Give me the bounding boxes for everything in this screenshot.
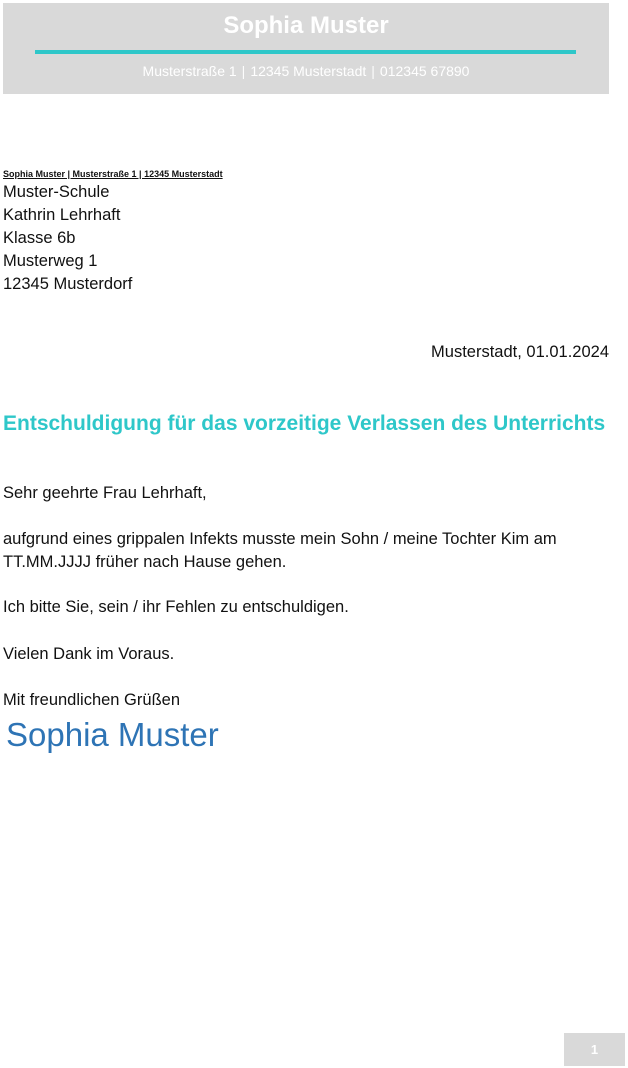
recipient-line: Klasse 6b — [3, 229, 76, 247]
letterhead-name: Sophia Muster — [223, 12, 389, 39]
letter-date: Musterstadt, 01.01.2024 — [431, 343, 609, 361]
recipient-line: Kathrin Lehrhaft — [3, 206, 121, 224]
recipient-line: Muster-Schule — [3, 183, 110, 201]
recipient-address — [3, 181, 132, 296]
letterhead-street: Musterstraße 1 — [142, 63, 237, 79]
sender-return-address: Sophia Muster | Musterstraße 1 | 12345 Musterstadt — [3, 169, 223, 179]
letterhead-separator: | — [371, 63, 375, 79]
salutation: Sehr geehrte Frau Lehrhaft, — [3, 484, 207, 502]
letterhead-divider — [35, 50, 576, 54]
page-number: 1 — [564, 1033, 625, 1066]
recipient-line: 12345 Musterdorf — [3, 275, 133, 293]
letterhead-separator: | — [241, 63, 246, 79]
closing: Mit freundlichen Grüßen — [3, 691, 180, 709]
letterhead-phone: 012345 67890 — [379, 63, 470, 79]
letterhead-contact — [3, 63, 609, 79]
body-paragraph: Ich bitte Sie, sein / ihr Fehlen zu entschuldigen. — [3, 598, 349, 616]
recipient-line: Musterweg 1 — [3, 252, 98, 270]
letter-subject: Entschuldigung für das vorzeitige Verlassen des Unterrichts — [3, 412, 606, 435]
body-paragraph: Vielen Dank im Voraus. — [3, 645, 175, 663]
body-paragraph: aufgrund eines grippalen Infekts musste mein Sohn / meine Tochter Kim am TT.MM.JJJJ früher nach Hause gehen. — [3, 530, 557, 571]
letterhead — [3, 3, 609, 94]
letterhead-city: 12345 Musterstadt — [250, 63, 367, 79]
signature: Sophia Muster — [6, 716, 219, 753]
